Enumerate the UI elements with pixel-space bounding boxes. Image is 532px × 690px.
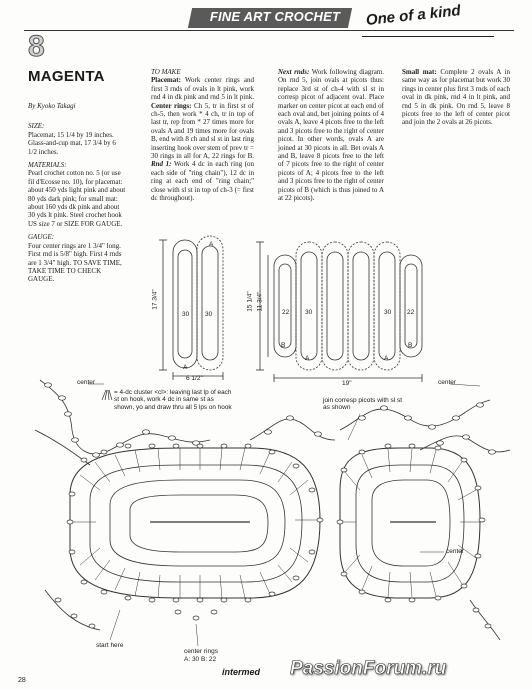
gauge-text: Four center rings are 1 3/4" long. First rnd is 5/8" high. First 4 rnds are 1 3/4" high. TO SAVE TIME, TAKE TIME TO CHECK GAUGE. [28,241,122,284]
placemat-ring-count-a1: 30 [305,309,313,316]
rnd1-heading: Rnd 1: [151,160,172,169]
placemat-height-outer-label: 15 1/4" [246,291,254,312]
join-note: join corresp picots with sl st as shown [323,397,403,412]
skill-level-badge: intermed [222,667,261,677]
placemat-ring-count-b1: 22 [282,309,290,316]
byline: By Kyoko Takagi [28,102,76,110]
cluster-symbol-icon [102,390,112,400]
pattern-title: MAGENTA [28,68,105,85]
placemat-heading: Placemat: [151,76,181,85]
placemat-oval-b-label: B [281,342,286,349]
center-label-left: center [77,379,96,386]
page-number: 28 [18,677,26,684]
size-label: SIZE: [28,122,45,131]
placemat-height-inner-label: 11 3/4" [256,291,264,312]
placemat-oval-a-label-2: A [384,355,389,362]
section-title: FINE ART CROCHET [209,9,341,24]
small-mat-ring-count-1: 30 [182,311,190,318]
small-mat-text: Complete 2 ovals A in same way as for placemat but work 30 rings in center plus first 3 rnds of each oval in dk pink, rnd 4 in lt pink, and rnd 5 in dk pink. On rnd 5, leave 8 picots free to the left of center picot and join the 2 ovals at 26 picots. [402,68,510,127]
small-mat-oval-a-label-2: A [209,241,214,248]
rnd1-text: Work 4 dc in each ring (on each side of "ring chain"), 12 dc in ring at each end of "ring chain;" close with sl st in top of ch-3 (= first dc throughout). [151,160,255,203]
start-here-label: start here [96,642,124,649]
small-mat-heading: Small mat: [402,68,437,76]
next-rounds-text: Work following diagram. On rnd 5, join ovals at picots thus: replace 3rd st of ch-4 with sl st in corresp picot of adjacent oval. Place marker on center picot at each end of each oval and, bet joining points of 4 ovals A, leave 4 picots free to the left and 3 picots free to the right of center picot. In other words, ovals A are joined at 30 picots in all. Bet ovals A and B, leave 8 picots free to the left of 7 picots free to the right of center picots of A; 4 picots free to the left and 3 picots free to the right of center picots of B (which is thus joined to A at 22 picots). [278,68,384,203]
placemat-oval-b-label-2: B [408,342,413,349]
small-mat-width-label: 6 1/2" [186,375,203,382]
materials-label: MATERIALS: [28,161,67,170]
placemat-schematic [256,242,422,382]
placemat-text: Work center rings and first 3 rnds of ovals in lt pink, work rnd 4 in dk pink and rnd 5 in lt pink. [151,76,254,102]
small-mat-ring-count-2: 30 [205,311,213,318]
small-mat-oval-a-label: A [183,364,188,371]
watermark: PassionForum.ru [290,658,447,679]
gauge-label: GAUGE: [28,233,55,242]
center-rings-values: A: 30 B: 22 [184,655,217,663]
size-text: Placemat, 15 1/4 by 19 inches. Glass-and-cup mat, 17 3/4 by 6 1/2 inches. [28,130,116,156]
center-rings-title: center rings [184,648,218,655]
center-rings-text: Ch 5, tr in first st of ch-5, then work * 4 ch, tr in top of last tr, rep from * 27 times more for ovals A and 19 times more for ovals B, end with 8 ch and sl st in last ring inserting hook over stem of prev tr = 30 rings in all for A, 22 rings for B. [151,101,255,161]
next-rounds-heading: Next rnds: [278,68,310,76]
placemat-oval-a-label: A [305,355,310,362]
center-label-right: center [438,379,457,386]
badge-label: One of a kind [365,2,462,29]
cluster-legend: = 4-dc cluster <cl>: leaving last lp of each st on hook, work 4 dc in same st as shown, yo and draw thru all 5 lps on hook [114,389,232,411]
small-mat-schematic [159,236,223,380]
placemat-width-label: 19" [342,380,352,387]
center-rings-heading: Center rings: [151,101,192,110]
center-rings-label [184,648,218,663]
to-make-label: TO MAKE [151,68,181,76]
placemat-ring-count-b2: 22 [407,309,415,316]
crochet-chart [35,380,510,640]
center-label-chart: center [446,548,465,555]
small-mat-height-label: 17 3/4" [151,289,159,310]
materials-text: Pearl crochet cotton no. 5 (or use fil d'Ecosse no. 10), for placemat: about 450 yds light pink and about 80 yds dark pink; for small mat: about 160 yds dk pink and about 30 yds lt pink. Steel crochet hook US size 7 or SIZE FOR GAUGE. [28,169,126,228]
placemat-ring-count-a2: 30 [384,309,392,316]
pattern-number: 8 [28,30,45,63]
